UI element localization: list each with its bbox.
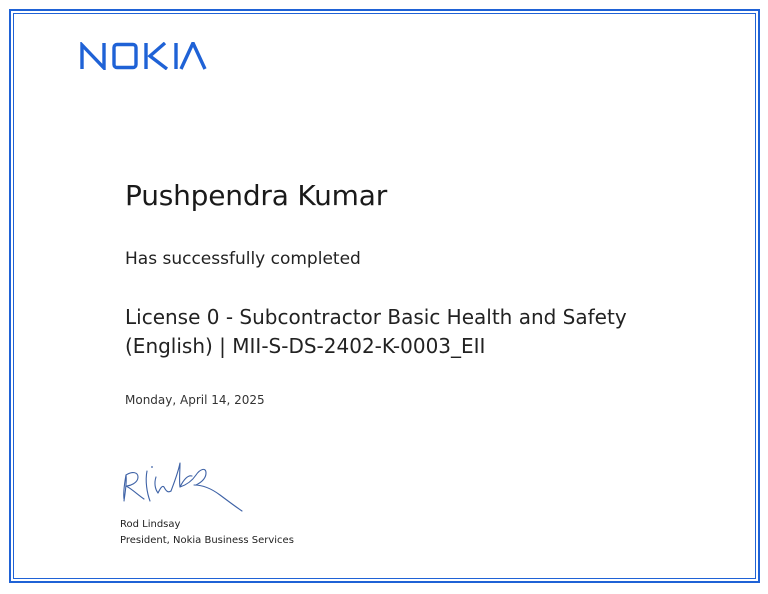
- signatory-name: Rod Lindsay: [120, 519, 181, 530]
- recipient-name: Pushpendra Kumar: [125, 179, 388, 212]
- course-title: [125, 303, 685, 361]
- completion-date: Monday, April 14, 2025: [125, 393, 265, 407]
- signature-image: [116, 455, 252, 517]
- nokia-logo: [80, 42, 207, 70]
- signatory-title: President, Nokia Business Services: [120, 535, 294, 546]
- completion-statement: Has successfully completed: [125, 249, 361, 269]
- course-title-line-1: License 0 - Subcontractor Basic Health and Safety: [125, 305, 627, 329]
- course-title-line-2: (English) | MII-S-DS-2402-K-0003_EII: [125, 334, 486, 358]
